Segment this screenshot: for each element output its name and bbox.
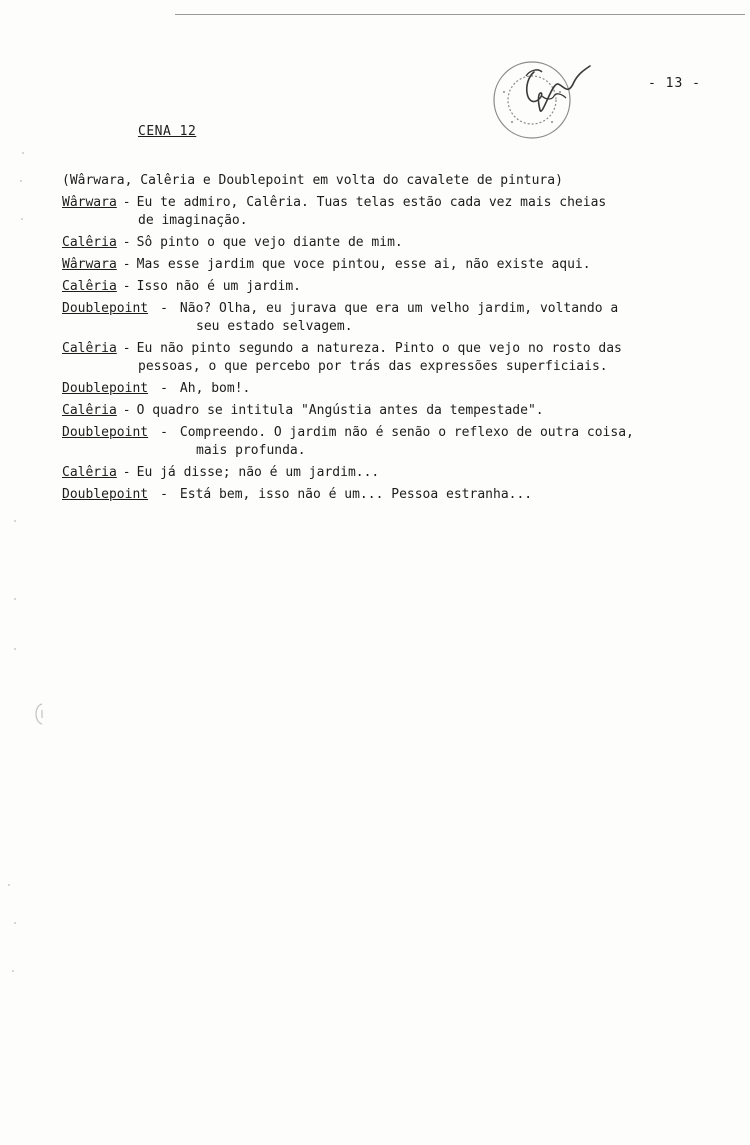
scan-speck <box>14 520 16 522</box>
dialogue-continuation: mais profunda. <box>196 443 306 458</box>
speaker-name: Doublepoint <box>62 487 149 502</box>
scan-speck <box>20 180 22 182</box>
dialogue-text: Não? Olha, eu jurava que era um velho jardim, voltando a <box>179 301 619 316</box>
scan-speck <box>21 218 23 220</box>
scan-speck <box>22 152 24 154</box>
scan-speck <box>8 884 10 886</box>
page-number: - 13 - <box>648 76 701 91</box>
dialogue-text: Está bem, isso não é um... Pessoa estranha... <box>179 487 533 502</box>
dialogue-continuation: pessoas, o que percebo por trás das expressões superficiais. <box>138 359 608 374</box>
dialogue-line: Doublepoint - Não? Olha, eu jurava que era um velho jardim, voltando a seu estado selvagem. <box>62 300 722 336</box>
dialogue-line: Calêria - Sô pinto o que vejo diante de mim. <box>62 235 403 250</box>
speaker-name: Calêria <box>62 235 117 250</box>
dialogue-line: Doublepoint - Está bem, isso não é um... Pessoa estranha... <box>62 487 533 502</box>
speaker-name: Doublepoint <box>62 425 149 440</box>
dialogue-line: Calêria - O quadro se intitula "Angústia antes da tempestade". <box>62 403 544 418</box>
dialogue-text: Eu te admiro, Calêria. Tuas telas estão cada vez mais cheias <box>136 195 607 210</box>
speaker-name: Wârwara <box>62 195 117 210</box>
scan-speck <box>14 648 16 650</box>
scan-speck <box>12 970 14 972</box>
censorship-stamp-icon <box>482 52 594 152</box>
dialogue-text: Eu já disse; não é um jardim... <box>136 465 380 480</box>
dialogue-text: Isso não é um jardim. <box>136 279 301 294</box>
speaker-name: Doublepoint <box>62 301 149 316</box>
speaker-name: Calêria <box>62 403 117 418</box>
scan-speck <box>14 922 16 924</box>
speaker-name: Calêria <box>62 279 117 294</box>
scan-speck <box>14 598 16 600</box>
dialogue-line: Wârwara - Mas esse jardim que voce pintou, esse ai, não existe aqui. <box>62 257 591 272</box>
dialogue-line: Calêria - Eu já disse; não é um jardim... <box>62 465 380 480</box>
dialogue-text: O quadro se intitula "Angústia antes da tempestade". <box>136 403 544 418</box>
dialogue-line: Doublepoint - Compreendo. O jardim não é senão o reflexo de outra coisa, mais profunda. <box>62 424 722 460</box>
dialogue-line: Doublepoint - Ah, bom!. <box>62 381 251 396</box>
dialogue-text: Ah, bom!. <box>179 381 251 396</box>
speaker-name: Calêria <box>62 465 117 480</box>
speaker-name: Wârwara <box>62 257 117 272</box>
speaker-name: Doublepoint <box>62 381 149 396</box>
top-edge-line <box>175 14 745 15</box>
dialogue-line: Calêria - Eu não pinto segundo a natureza. Pinto o que vejo no rosto das pessoas, o que percebo por trás das expressões superficiais. <box>62 340 722 376</box>
dialogue-text: Compreendo. O jardim não é senão o reflexo de outra coisa, <box>179 425 634 440</box>
dialogue-text: Sô pinto o que vejo diante de mim. <box>136 235 403 250</box>
dialogue-line: Calêria - Isso não é um jardim. <box>62 279 301 294</box>
script-body <box>62 172 722 508</box>
margin-bracket-icon <box>30 702 48 726</box>
speaker-name: Calêria <box>62 341 117 356</box>
stage-direction: (Wârwara, Calêria e Doublepoint em volta do cavalete de pintura) <box>62 173 563 188</box>
dialogue-continuation: de imaginação. <box>138 213 248 228</box>
scene-title: CENA 12 <box>138 124 197 139</box>
dialogue-line: Wârwara - Eu te admiro, Calêria. Tuas telas estão cada vez mais cheias de imaginação. <box>62 194 722 230</box>
dialogue-text: Mas esse jardim que voce pintou, esse ai, não existe aqui. <box>136 257 591 272</box>
dialogue-text: Eu não pinto segundo a natureza. Pinto o que vejo no rosto das <box>136 341 622 356</box>
dialogue-continuation: seu estado selvagem. <box>196 319 353 334</box>
